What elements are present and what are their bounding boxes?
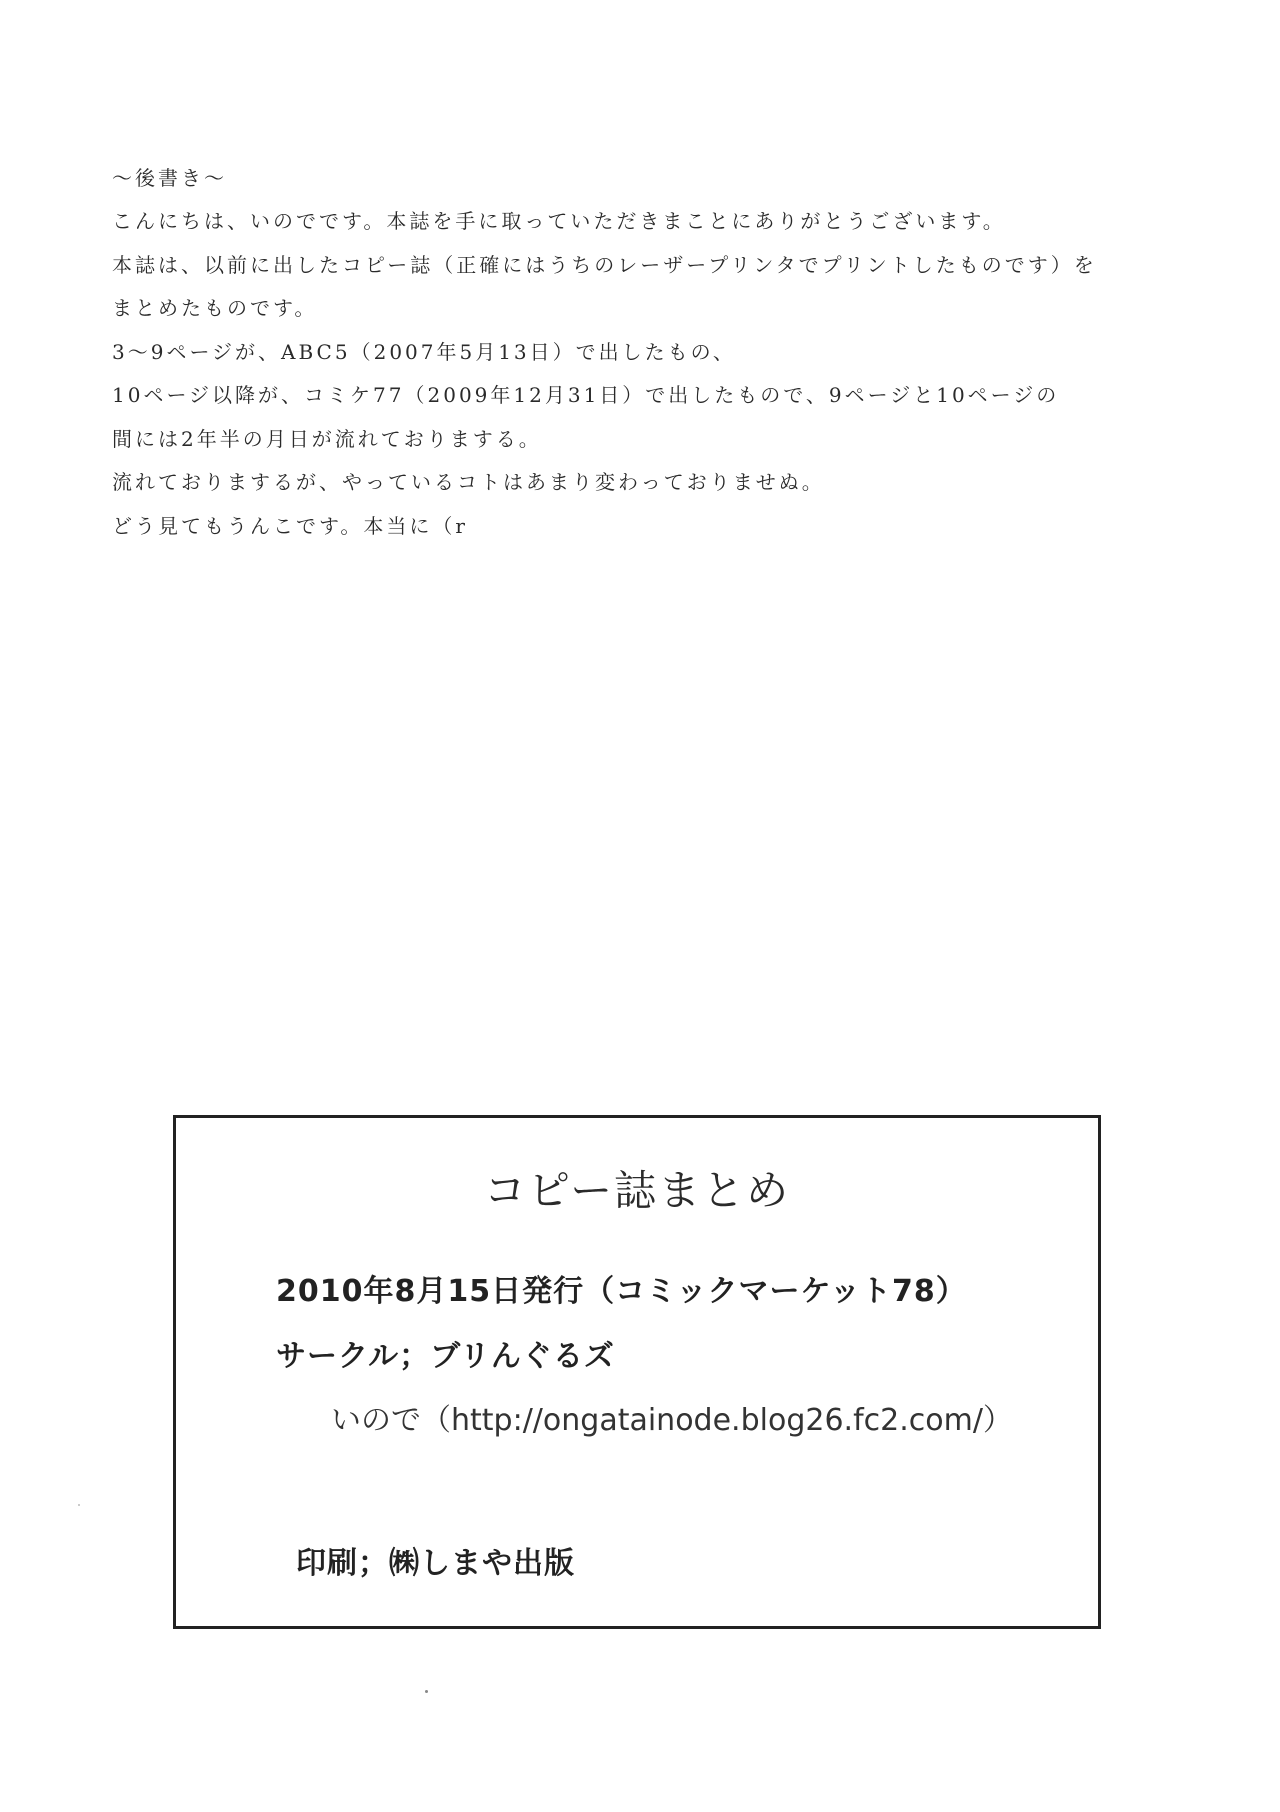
afterword-line: 本誌は、以前に出したコピー誌（正確にはうちのレーザープリンタでプリントしたものです）を — [112, 253, 1097, 277]
afterword-line: 流れておりまするが、やっているコトはあまり変わっておりませぬ。 — [112, 470, 825, 494]
colophon-box — [173, 1115, 1101, 1629]
afterword-line: 間には2年半の月日が流れておりまする。 — [112, 427, 542, 451]
afterword-line: 3〜9ページが、ABC5（2007年5月13日）で出したもの、 — [112, 340, 736, 364]
publication-date: 2010年8月15日発行（コミックマーケット78） — [276, 1274, 967, 1309]
author-url: いので（http://ongatainode.blog26.fc2.com/） — [331, 1403, 1013, 1438]
afterword-line: こんにちは、いのでです。本誌を手に取っていただきまことにありがとうございます。 — [112, 209, 1006, 233]
afterword-line: 10ページ以降が、コミケ77（2009年12月31日）で出したもので、9ページと10ページの — [112, 383, 1060, 407]
circle-name: サークル；ブリんぐるズ — [276, 1339, 615, 1374]
scan-speck — [78, 1504, 80, 1506]
colophon-title: コピー誌まとめ — [483, 1166, 791, 1215]
afterword-line: まとめたものです。 — [112, 296, 318, 320]
scan-speck — [425, 1690, 428, 1693]
afterword-line: どう見てもうんこです。本当に（r — [112, 514, 468, 538]
afterword-heading: 〜後書き〜 — [112, 166, 227, 190]
printer-name: 印刷；㈱しまや出版 — [296, 1546, 575, 1581]
